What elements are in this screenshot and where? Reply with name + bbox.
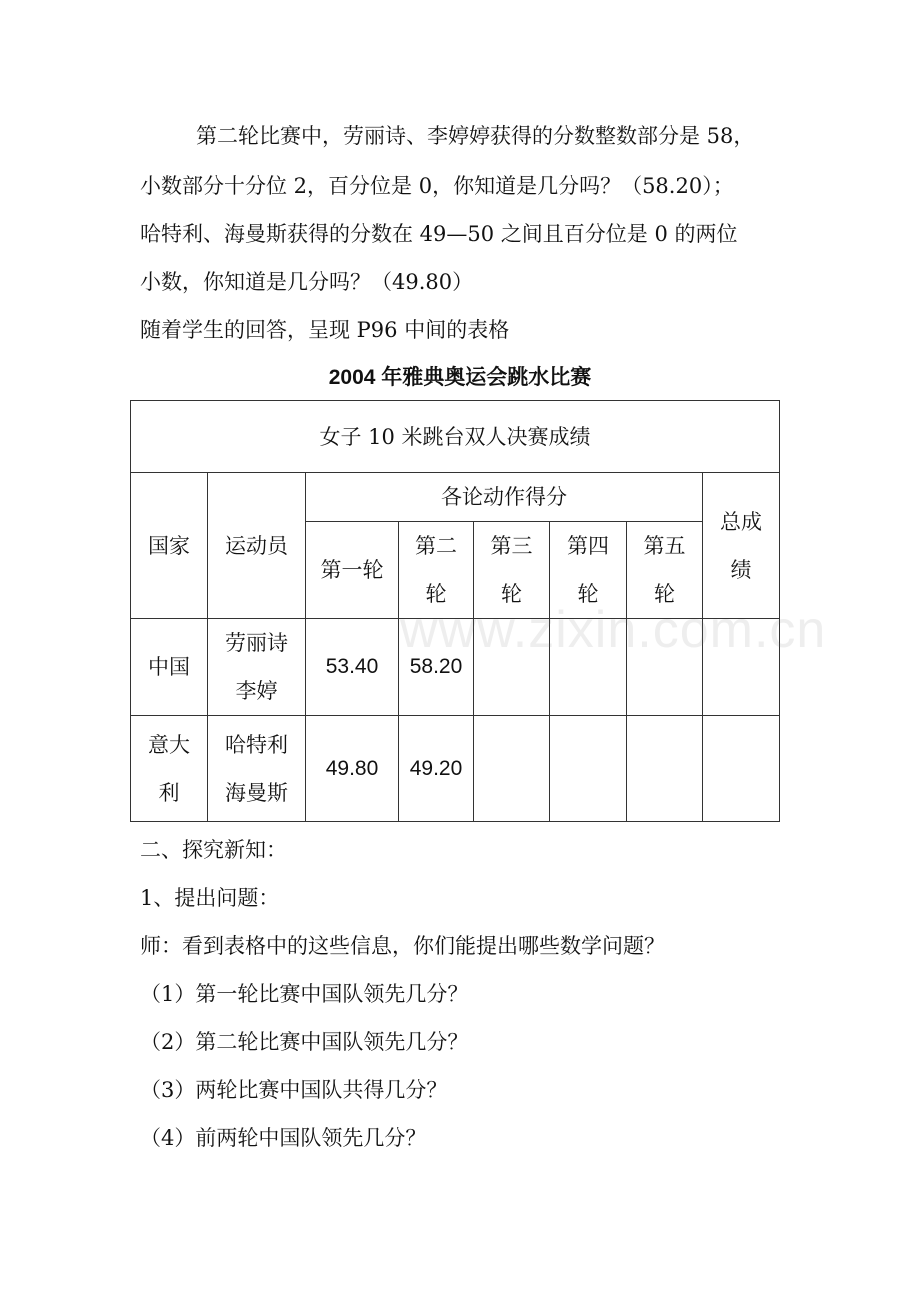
intro-line-1: 第二轮比赛中，劳丽诗、李婷婷获得的分数整数部分是 58， xyxy=(196,124,755,148)
section-heading: 二、探究新知： xyxy=(140,838,287,862)
score-cell xyxy=(474,619,550,716)
header-athletes: 运动员 xyxy=(208,473,306,619)
athlete-name: 海曼斯 xyxy=(225,780,288,805)
header-round-4: 第四轮 xyxy=(550,522,627,619)
header-country: 国家 xyxy=(131,473,208,619)
score-cell: 49.20 xyxy=(399,716,474,822)
athlete-name: 李婷 xyxy=(235,679,278,703)
question-item: （1）第一轮比赛中国队领先几分？ xyxy=(140,982,469,1006)
question-item: （4）前两轮中国队领先几分？ xyxy=(140,1126,427,1150)
row-country: 中国 xyxy=(131,619,208,716)
header-round-1: 第一轮 xyxy=(306,522,399,619)
score-table xyxy=(130,400,780,822)
total-cell xyxy=(703,619,780,716)
intro-line-5: 随着学生的回答，呈现 P96 中间的表格 xyxy=(140,318,510,342)
intro-line-2: 小数部分十分位 2，百分位是 0，你知道是几分吗？（58.20）； xyxy=(140,174,734,198)
score-cell xyxy=(550,716,627,822)
header-total: 总成绩 xyxy=(703,473,780,619)
score-cell: 58.20 xyxy=(399,619,474,716)
score-cell: 53.40 xyxy=(306,619,399,716)
header-rounds-group: 各论动作得分 xyxy=(306,473,703,522)
table-title: 2004 年雅典奥运会跳水比赛 xyxy=(328,366,592,389)
row-athletes xyxy=(208,619,306,716)
section-sub-heading: 1、提出问题： xyxy=(140,886,280,910)
total-cell xyxy=(703,716,780,822)
table-row xyxy=(131,619,780,716)
row-athletes xyxy=(208,716,306,822)
table-row xyxy=(131,716,780,822)
score-cell xyxy=(550,619,627,716)
table-caption: 女子 10 米跳台双人决赛成绩 xyxy=(131,401,780,473)
score-cell xyxy=(627,619,703,716)
intro-line-3: 哈特利、海曼斯获得的分数在 49—50 之间且百分位是 0 的两位 xyxy=(140,222,738,246)
header-round-2: 第二轮 xyxy=(399,522,474,619)
header-round-3: 第三轮 xyxy=(474,522,550,619)
score-cell: 49.80 xyxy=(306,716,399,822)
header-round-5: 第五轮 xyxy=(627,522,703,619)
athlete-name: 劳丽诗 xyxy=(225,631,288,655)
question-item: （3）两轮比赛中国队共得几分？ xyxy=(140,1078,448,1102)
athlete-name: 哈特利 xyxy=(225,732,288,757)
intro-line-4: 小数，你知道是几分吗？（49.80） xyxy=(140,270,474,294)
row-country: 意大利 xyxy=(131,716,208,822)
question-item: （2）第二轮比赛中国队领先几分？ xyxy=(140,1030,469,1054)
watermark: www.zixin.com.cn xyxy=(400,601,827,659)
score-cell xyxy=(474,716,550,822)
teacher-prompt: 师：看到表格中的这些信息，你们能提出哪些数学问题？ xyxy=(140,934,665,958)
score-cell xyxy=(627,716,703,822)
